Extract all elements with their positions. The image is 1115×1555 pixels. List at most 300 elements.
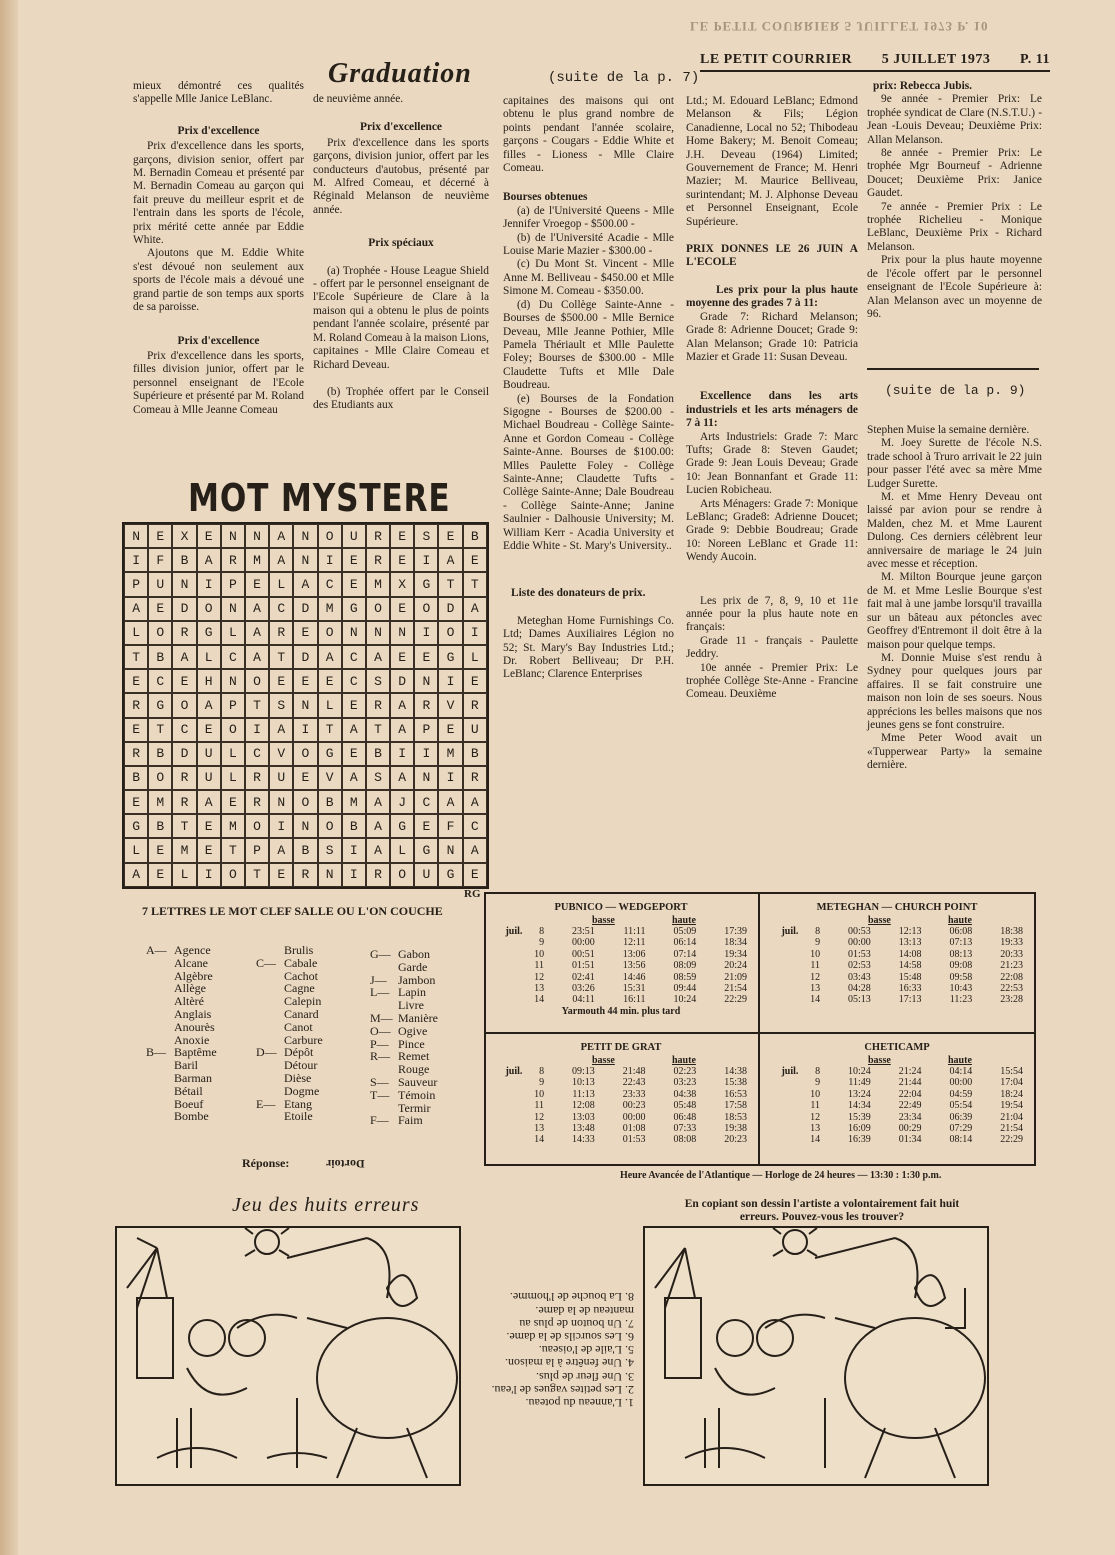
grid-letter: E [148,863,172,887]
page-edge-shadow [0,0,18,1555]
word: Canot [284,1019,313,1034]
word: Pince [398,1036,425,1051]
puzzle-clue: 7 LETTRES LE MOT CLEF SALLE OU L'ON COUCHE [142,904,443,918]
grid-letter: R [124,693,148,717]
grid-letter: R [414,693,438,717]
grid-letter: R [124,742,148,766]
word: Anourès [174,1019,215,1034]
grid-letter: S [366,669,390,693]
high-label: haute [672,1055,696,1066]
letter-key [146,1085,174,1098]
grid-letter: V [438,693,462,717]
letter-key: M— [370,1010,393,1025]
grid-letter: A [366,645,390,669]
grid-letter: N [414,766,438,790]
grid-letter: L [269,572,293,596]
paragraph: 7e année - Premier Prix : Le trophée Richelieu - Monique LeBlanc, Deuxième Prix - Richard Melanson. [867,200,1042,253]
grid-letter: E [463,863,487,887]
grid-letter: R [366,693,390,717]
letter-key [256,1008,284,1021]
grid-letter: D [293,645,317,669]
tide-row: 13 16:09 00:29 07:29 21:54 [810,1123,1023,1135]
letter-key [146,1098,174,1111]
letter-key: E— [256,1096,276,1111]
grid-letter: I [245,718,269,742]
letter-key: L— [370,985,390,1000]
tide-row: 11 02:53 14:58 09:08 21:23 [810,960,1023,972]
article-column-1 [133,80,304,417]
continued-note-2: (suite de la p. 9) [885,383,1026,398]
grid-letter: B [318,790,342,814]
grid-letter: H [197,669,221,693]
paragraph: M. Joey Surette de l'école N.S. trade school à Truro arrivait le 22 juin pour passer l'été avec sa mère Mme Ludger Surette. [867,437,1042,490]
grid-letter: I [414,742,438,766]
low-label: basse [592,1055,615,1066]
word-list-item [146,957,217,970]
grid-letter: A [438,548,462,572]
grid-letter: A [245,597,269,621]
grid-letter: L [221,621,245,645]
word: Cachot [284,968,318,983]
answer-item: 6. Les sourcils de la dame. [506,1329,634,1344]
grid-letter: A [463,838,487,862]
word-list-item [256,1008,323,1021]
answer-upside-down: Dortoir [326,1157,365,1171]
letter-key: D— [256,1045,277,1060]
grid-letter: A [197,790,221,814]
word-list-item [146,1072,217,1085]
grid-letter: N [318,863,342,887]
word: Carbure [284,1032,323,1047]
letter-key [146,1110,174,1123]
grid-letter: E [342,693,366,717]
low-label: basse [592,915,615,926]
grid-letter: X [172,524,196,548]
cartoon-original [115,1226,461,1486]
word-list-item [256,944,323,957]
word: Anoxie [174,1032,210,1047]
grid-letter: E [293,766,317,790]
subheading: Bourses obtenues [503,191,588,204]
grid-letter: M [438,742,462,766]
grid-letter: I [463,621,487,645]
grid-letter: I [318,548,342,572]
bleed-through-header: LE PETIT COURRIER 5 JUILLET 1973 P. 10 [690,19,989,34]
answer-item: 3. Une fleur de plus. [536,1369,634,1384]
grid-letter: E [197,814,221,838]
letter-key [370,961,398,974]
grid-letter: L [221,742,245,766]
word-list-item [256,1110,323,1123]
grid-letter: N [269,790,293,814]
grid-letter: T [124,645,148,669]
grid-letter: E [124,718,148,742]
grid-letter: M [366,572,390,596]
grid-letter: O [245,669,269,693]
grid-letter: L [124,838,148,862]
grid-letter: F [438,814,462,838]
grid-letter: O [318,621,342,645]
paragraph: Arts Ménagers: Grade 7: Monique LeBlanc; Grade8: Adrienne Doucet; Grade 9: Debbie Boudreau; Grade 10: Noreen LeBlanc et Grade 11: Wendy Aucoin. [686,497,858,564]
word: Cagne [284,981,315,996]
grid-letter: D [390,669,414,693]
paragraph: Stephen Muise la semaine dernière. [867,424,1030,436]
tide-row: 9 00:00 13:13 07:13 19:33 [815,937,1023,949]
letter-key [146,970,174,983]
tide-row: 14 16:39 01:34 08:14 22:29 [810,1134,1023,1146]
tide-row: 13 03:26 15:31 09:44 21:54 [534,983,747,995]
tide-divider [486,1032,1034,1034]
grid-letter: E [390,645,414,669]
grid-letter: C [148,669,172,693]
word: Sauveur [398,1074,438,1089]
word-search-grid [122,522,489,889]
answer-item: 8. La bouche de l'homme. [509,1290,634,1305]
paragraph: mieux démontré ces qualités s'appelle Mlle Janice LeBlanc. [133,80,304,106]
grid-letter: E [438,718,462,742]
letter-key [256,1110,284,1123]
word-list-item [370,1012,438,1025]
grid-letter: P [245,838,269,862]
word-list-item [146,1008,217,1021]
grid-letter: U [414,863,438,887]
answer-item: 4. Une fenêtre à la maison. [505,1356,634,1371]
word: Bombe [174,1109,209,1124]
grid-letter: N [414,669,438,693]
grid-letter: N [172,572,196,596]
letter-key: P— [370,1036,389,1051]
word: Ogive [398,1023,428,1038]
grid-letter: E [148,838,172,862]
word-list-2 [256,944,323,1123]
grid-letter: O [438,621,462,645]
grid-letter: B [148,645,172,669]
grid-letter: N [390,621,414,645]
word: Jambon [398,972,436,987]
word-list-item [370,961,438,974]
grid-letter: I [342,838,366,862]
grid-letter: A [463,790,487,814]
tide-column-labels [492,1055,750,1066]
grid-letter: E [438,524,462,548]
grid-letter: C [269,597,293,621]
grid-letter: C [172,718,196,742]
letter-key [146,957,174,970]
grid-letter: A [366,790,390,814]
grid-letter: R [245,790,269,814]
grid-letter: A [390,766,414,790]
paragraph: 9e année - Premier Prix: Le trophée syndicat de Clare (N.S.T.U.) - Jean -Louis Deveau; Deuxième Prix: Allan Melanson. [867,93,1042,146]
tide-row: 10 01:53 14:08 08:13 20:33 [810,948,1023,960]
letter-key [146,982,174,995]
grid-letter: T [438,572,462,596]
grid-letter: A [124,597,148,621]
tide-row: 14 14:33 01:53 08:08 20:23 [534,1134,747,1146]
grid-letter: A [197,548,221,572]
word: Dépôt [284,1045,314,1060]
grid-letter: I [124,548,148,572]
grid-letter: G [438,863,462,887]
grid-letter: E [269,669,293,693]
grid-letter: S [318,838,342,862]
tide-row: 13 13:48 01:08 07:33 19:38 [534,1123,747,1135]
grid-letter: D [438,597,462,621]
paper-name: LE PETIT COURRIER [700,52,853,67]
letter-key [146,1072,174,1085]
subheading: Excellence dans les arts industriels et les arts ménagers de 7 à 11: [686,390,858,430]
grid-letter: A [293,572,317,596]
grid-letter: C [463,814,487,838]
grid-letter: A [390,693,414,717]
stork-cartoon-drawing [645,1228,987,1484]
grid-letter: N [438,838,462,862]
grid-letter: T [245,863,269,887]
word: Etang [284,1096,312,1111]
word: Barman [174,1070,212,1085]
grid-letter: N [221,524,245,548]
subheading: PRIX DONNES LE 26 JUIN A L'ECOLE [686,243,858,269]
letter-key: C— [256,955,277,970]
grid-letter: I [342,863,366,887]
subheading: Liste des donateurs de prix. [511,587,646,600]
tide-rows [492,926,750,1006]
cartoon-copy [643,1226,989,1486]
page-number: P. 11 [1020,52,1050,67]
grid-letter: N [342,621,366,645]
paragraph: 8e année - Premier Prix: Le trophée Mgr Bourneuf - Adrienne Doucet; Deuxième Prix: Janice Gaudet. [867,147,1042,200]
grid-letter: A [245,621,269,645]
word-list-item [256,1072,323,1085]
grid-letter: I [414,621,438,645]
grid-letter: N [124,524,148,548]
word: Termir [398,1100,431,1115]
paragraph: Arts Industriels: Grade 7: Marc Tufts; Grade 8: Steven Gaudet; Grade 9: Jean Louis Deveau; Grade 10: Jean Bonnanfant et Grade 11: Lucien Robicheau. [686,430,858,497]
grid-letter: R [245,766,269,790]
grid-letter: G [124,814,148,838]
tide-column-labels [492,915,750,926]
grid-letter: A [197,693,221,717]
grid-letter: E [463,669,487,693]
grid-letter: R [463,693,487,717]
grid-letter: N [245,524,269,548]
paragraph: Prix d'excellence dans les sports, garçons, division senior, offert par M. Bernadin Comeau et présenté par M. Bernadin Comeau au garçon qui fait preuve du meilleur esprit et de l'entrain dans les sports de l'école, prix mérité cette année par Eddie White. [133,140,304,247]
grid-letter: A [463,597,487,621]
letter-key: J— [370,972,387,987]
grid-letter: R [293,863,317,887]
tide-row: 14 04:11 16:11 10:24 22:29 [534,994,747,1006]
letter-key [256,1059,284,1072]
grid-letter: E [269,863,293,887]
word-list-item [146,1085,217,1098]
paragraph: Prix d'excellence dans les sports garçons, division junior, offert par les conducteurs d'autobus, présenté par M. Alfred Comeau, et décerné à Réginald Melanson de neuvième année. [313,136,489,216]
grid-letter: E [293,669,317,693]
grid-letter: E [172,669,196,693]
high-label: haute [672,915,696,926]
grid-letter: D [172,597,196,621]
letter-key [146,995,174,1008]
grid-letter: N [221,669,245,693]
grid-letter: E [390,524,414,548]
word: Altèré [174,994,204,1009]
tide-row: 10 13:24 22:04 04:59 18:24 [810,1088,1023,1100]
game-intro: En copiant son dessin l'artiste a volontairement fait huit erreurs. Pouvez-vous les trouver? [684,1198,960,1223]
low-label: basse [868,1055,891,1066]
grid-letter: I [438,669,462,693]
grid-letter: B [293,838,317,862]
grid-letter: N [293,524,317,548]
subheading: Prix spéciaux [368,237,434,250]
letter-key [256,1085,284,1098]
word-list-item [146,1021,217,1034]
word: Canard [284,1006,319,1021]
grid-letter: E [318,669,342,693]
grid-letter: A [269,548,293,572]
letter-key [256,944,284,957]
letter-key [256,1072,284,1085]
article-column-2 [313,93,489,413]
grid-letter: E [414,645,438,669]
grid-letter: I [197,863,221,887]
issue-date: 5 JUILLET 1973 [881,52,991,67]
grid-letter: D [293,597,317,621]
grid-letter: R [366,524,390,548]
grid-letter: O [390,863,414,887]
grid-letter: I [293,718,317,742]
grid-letter: A [269,524,293,548]
word: Agence [174,943,211,957]
tide-row: 12 15:39 23:34 06:39 21:04 [810,1111,1023,1123]
tide-row: 13 04:28 16:33 10:43 22:53 [810,983,1023,995]
grid-letter: O [366,597,390,621]
grid-letter: G [342,597,366,621]
subheading: Prix d'excellence [177,334,260,347]
word: Gabon [398,947,430,961]
tide-rows [492,1066,750,1146]
word: Dogme [284,1083,320,1098]
grid-letter: R [269,621,293,645]
grid-letter: T [318,718,342,742]
grid-letter: O [318,814,342,838]
grid-letter: R [463,766,487,790]
grid-letter: E [414,814,438,838]
letter-key: B— [146,1045,167,1060]
paragraph: Les prix de 7, 8, 9, 10 et 11e année pour la plus haute note en français: [686,594,858,634]
grid-letter: M [148,790,172,814]
tide-table-petit-de-grat [486,1040,756,1148]
tide-table-cheticamp [762,1040,1032,1148]
grid-letter: G [414,838,438,862]
grid-letter: P [221,693,245,717]
tide-rows [768,1066,1026,1146]
tide-tables [484,892,1036,1166]
answer-item: 1. L'anneau du poteau. [525,1395,634,1410]
word-list-item [256,957,323,970]
grid-letter: P [221,572,245,596]
grid-letter: O [293,742,317,766]
grid-letter: B [124,766,148,790]
word-list-3 [370,948,438,1127]
grid-letter: O [197,597,221,621]
paragraph: (a) de l'Université Queens - Mlle Jennifer Vroegop - $500.00 - [503,204,674,231]
grid-letter: G [148,693,172,717]
grid-letter: R [366,548,390,572]
grid-letter: A [438,790,462,814]
word: Détour [284,1058,318,1073]
letter-key [256,1021,284,1034]
letter-key: R— [370,1049,391,1064]
tide-title: PUBNICO — WEDGEPORT [554,902,688,913]
grid-letter: E [197,524,221,548]
word-list-item [256,1085,323,1098]
grid-letter: M [342,790,366,814]
word-list-item [370,948,438,961]
tide-row: juil. 8 23:51 11:11 05:09 17:39 [505,926,747,937]
paragraph: (a) Trophée - House League Shield - offert par le personnel enseignant de l'Ecole Supérieure de Clare à la maison qui a obtenu le plus de points pendant l'année scolaire, présenté par M. Roland Comeau à la maison Lions, capitaines - Mlle Claire Comeau et Richard Deveau. [313,264,489,371]
grid-letter: E [124,669,148,693]
grid-letter: G [197,621,221,645]
tide-row: 9 11:49 21:44 00:00 17:04 [815,1077,1023,1089]
grid-letter: C [318,572,342,596]
grid-letter: E [124,790,148,814]
subheading: Prix d'excellence [360,121,442,134]
grid-letter: I [438,766,462,790]
grid-letter: A [269,718,293,742]
grid-letter: I [414,548,438,572]
word: Cabale [284,955,318,970]
paragraph: M. et Mme Henry Deveau ont laissé par avion pour se rendre à Malden, chez M. et Mme Laurent Dulong. Ces derniers célèbrent leur anniversaire de mariage le 24 juin avec messe et réception. [867,491,1042,571]
letter-key: O— [370,1023,391,1038]
word: Livre [398,998,424,1013]
paragraph: de neuvième année. [313,93,404,105]
grid-letter: T [172,814,196,838]
letter-key [146,1059,174,1072]
subheading: Les prix pour la plus haute moyenne des grades 7 à 11: [686,283,858,310]
grid-letter: C [221,645,245,669]
grid-letter: A [390,718,414,742]
grid-letter: D [172,742,196,766]
grid-letter: E [148,597,172,621]
word: Remet [398,1049,430,1064]
word: Calepin [284,994,322,1009]
article-column-4 [686,95,858,702]
grid-letter: R [172,766,196,790]
letter-key [146,1008,174,1021]
tide-title: METEGHAN — CHURCH POINT [816,902,978,913]
grid-letter: E [293,621,317,645]
word: Rouge [398,1062,430,1077]
grid-letter: O [221,863,245,887]
grid-letter: N [293,814,317,838]
grid-letter: L [197,645,221,669]
continued-note: (suite de la p. 7) [548,70,700,86]
word-list-item [256,1021,323,1034]
high-label: haute [948,1055,972,1066]
word-list-item [370,1089,438,1102]
tide-row: juil. 8 09:13 21:48 02:23 14:38 [505,1066,747,1077]
grid-letter: O [293,790,317,814]
puzzle-title: MOT MYSTERE [188,476,451,520]
grid-letter: V [269,742,293,766]
grid-letter: R [172,621,196,645]
grid-letter: C [342,669,366,693]
grid-letter: G [390,814,414,838]
grid-letter: O [221,718,245,742]
letter-key: A— [146,943,167,957]
grid-letter: U [463,718,487,742]
low-label: basse [868,915,891,926]
grid-letter: A [245,645,269,669]
word: Algèbre [174,968,213,983]
